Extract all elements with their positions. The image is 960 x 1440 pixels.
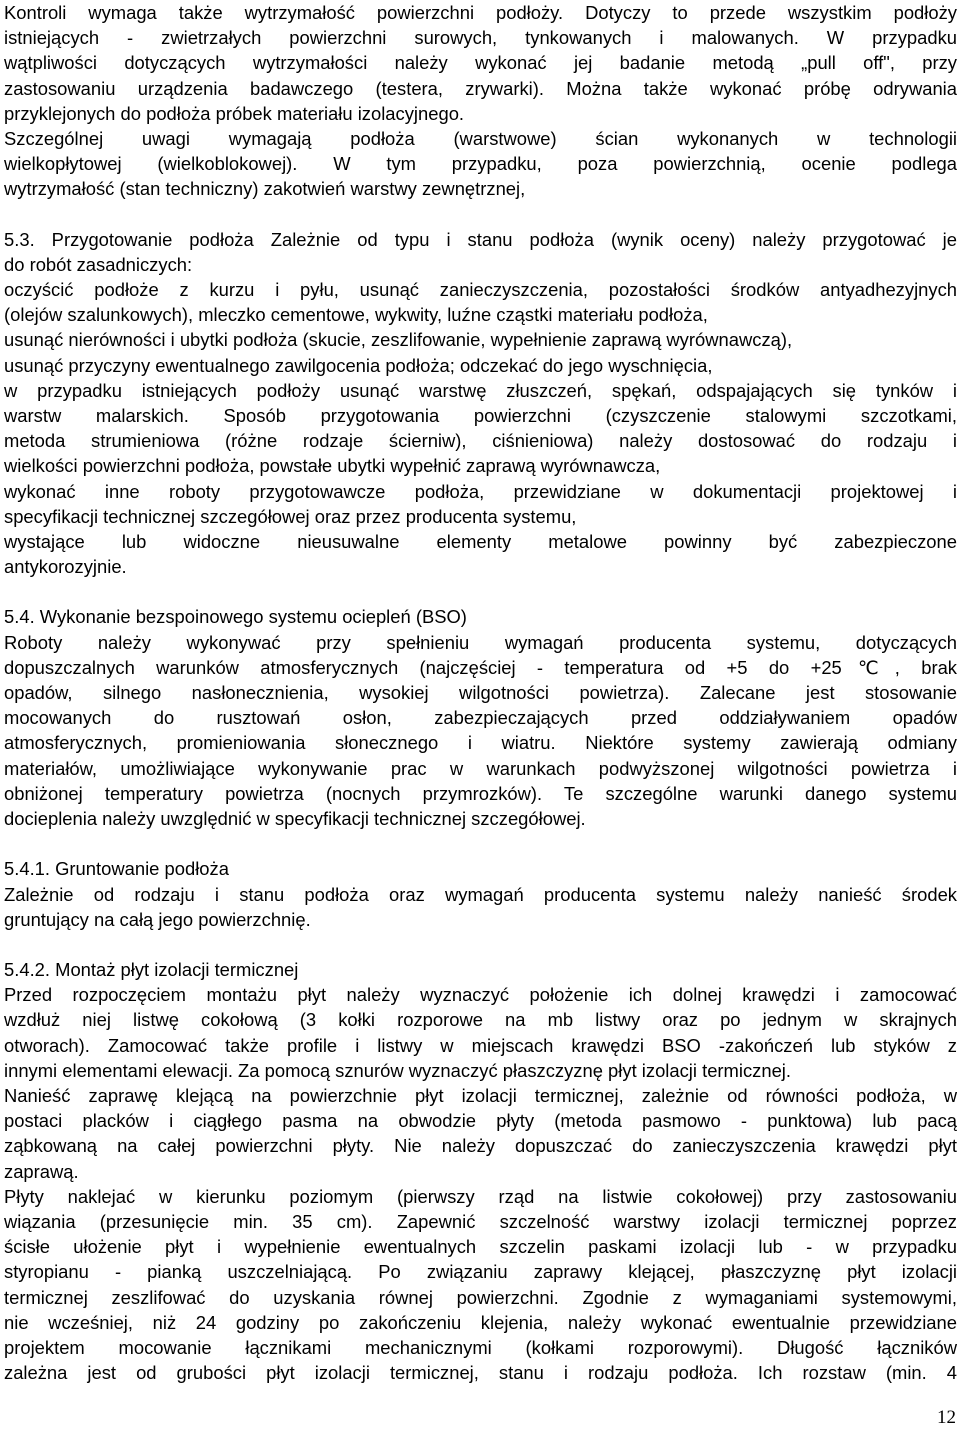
text-line: nie wcześniej, niż 24 godziny po zakończeniu klejenia, należy wykonać ewentualnie przewidziane xyxy=(4,1311,957,1333)
text-line: (olejów szalunkowych), mleczko cementowe, wykwity, luźne cząstki materiału podłoża, xyxy=(4,304,708,326)
text-line: warstw malarskich. Sposób przygotowania powierzchni (czyszczenie stalowymi szczotkami, xyxy=(4,405,957,427)
list-item: oczyścić podłoże z kurzu i pyłu, usunąć zanieczyszczenia, pozostałości środków antyadhezyjnych xyxy=(4,279,957,301)
page-number: 12 xyxy=(937,1407,956,1428)
text-line: obniżonej temperatury powietrza (nocnych przymrozków). Te szczególne warunki danego systemu xyxy=(4,782,957,804)
list-item: wystające lub widoczne nieusuwalne elementy metalowe powinny być zabezpieczone xyxy=(4,531,957,553)
text-line: Kontroli wymaga także wytrzymałość powierzchni podłoży. Dotyczy to przede wszystkim podłoży xyxy=(4,2,957,23)
text-line: wielkopłytowej (wielkoblokowej). W tym przypadku, poza powierzchnią, ocenie podlega xyxy=(4,153,957,175)
list-item: usunąć nierówności i ubytki podłoża (skucie, zeszlifowanie, wypełnienie zaprawą wyrównawczą), xyxy=(4,329,793,351)
section-5-3-substrate-preparation xyxy=(4,227,957,580)
text-line: wielkości powierzchni podłoża, powstałe ubytki wypełnić zaprawą wyrównawcza, xyxy=(4,455,661,477)
text-line: Roboty należy wykonywać przy spełnieniu wymagań producenta systemu, dotyczących xyxy=(4,631,957,653)
text-line: gruntujący na całą jego powierzchnię. xyxy=(4,908,311,930)
paragraph-substrate-strength xyxy=(4,0,957,202)
list-item: usunąć przyczyny ewentualnego zawilgocenia podłoża; odczekać do jego wyschnięcia, xyxy=(4,354,713,376)
text-line: metoda strumieniowa (różne rodzaje ścierniw), ciśnieniowa) należy dostosować do rodzaju i xyxy=(4,430,957,452)
section-5-4-1-priming xyxy=(4,856,957,932)
text-line: do robót zasadniczych: xyxy=(4,253,193,275)
text-line: antykorozyjnie. xyxy=(4,556,127,578)
text-line: dopuszczalnych warunków atmosferycznych (najczęściej - temperatura od +5 do +25℃, brak xyxy=(4,656,957,678)
text-line: wiązania (przesunięcie min. 35 cm). Zapewnić szczelność warstwy izolacji termicznej poprzez xyxy=(4,1210,957,1232)
text-line: Nanieść zaprawę klejącą na powierzchnie płyt izolacji termicznej, zależnie od równości podłoża, w xyxy=(4,1084,957,1106)
text-line: termicznej zeszlifować do uzyskania równej powierzchni. Zgodnie z wymaganiami systemowymi, xyxy=(4,1286,957,1308)
text-line: przyklejonych do podłoża próbek materiału izolacyjnego. xyxy=(4,102,465,124)
text-line: wzdłuż niej listwę cokołową (3 kołki rozporowe na mb listwy oraz po jednym w skrajnych xyxy=(4,1009,957,1031)
text-line: styropianu - pianką uszczelniającą. Po związaniu zaprawy klejącej, płaszczyznę płyt izolacji xyxy=(4,1261,957,1283)
text-line: projektem mocowanie łącznikami mechanicznymi (kołkami rozporowymi). Długość łączników xyxy=(4,1336,957,1358)
text-line: atmosferycznych, promieniowania słonecznego i wiatru. Niektóre systemy zawierają odmiany xyxy=(4,732,957,754)
text-line: postaci placków i ciągłego pasma na obwodzie płyty (metoda pasmowo - punktowa) lub pacą xyxy=(4,1110,957,1132)
text-line: otworach). Zamocować także profile i listwy w miejscach krawędzi BSO -zakończeń lub styków z xyxy=(4,1034,957,1056)
text-line: specyfikacji technicznej szczegółowej oraz przez producenta systemu, xyxy=(4,505,577,527)
document-page xyxy=(4,0,957,1385)
text-line: mocowanych do rusztowań osłon, zabezpieczających przed oddziaływaniem opadów xyxy=(4,707,957,729)
section-heading: 5.4.2. Montaż płyt izolacji termicznej xyxy=(4,958,299,980)
section-heading: 5.4.1. Gruntowanie podłoża xyxy=(4,858,229,880)
text-line: Przed rozpoczęciem montażu płyt należy wyznaczyć położenie ich dolnej krawędzi i zamocować xyxy=(4,984,957,1006)
text-line: zaprawą. xyxy=(4,1160,79,1182)
text-line: Szczególnej uwagi wymagają podłoża (warstwowe) ścian wykonanych w technologii xyxy=(4,128,957,150)
list-item: w przypadku istniejących podłoży usunąć warstwę złuszczeń, spękań, odspajających się tynków i xyxy=(4,379,957,401)
section-heading-line: 5.3. Przygotowanie podłoża Zależnie od typu i stanu podłoża (wynik oceny) należy przygotować je xyxy=(4,228,957,250)
text-line: istniejących - zwietrzałych powierzchni surowych, tynkowanych i malowanych. W przypadku xyxy=(4,27,957,49)
text-line: opadów, silnego nasłonecznienia, wysokiej wilgotności powietrza). Zalecane jest stosowanie xyxy=(4,682,957,704)
text-line: zastosowaniu urządzenia badawczego (testera, zrywarki). Można także wykonać próbę odrywania xyxy=(4,77,957,99)
text-line: zależna jest od grubości płyt izolacji termicznej, stanu i rodzaju podłoża. Ich rozstaw (min. 4 xyxy=(4,1362,957,1384)
section-heading: 5.4. Wykonanie bezspoinowego systemu ociepleń (BSO) xyxy=(4,606,467,628)
text-line: innymi elementami elewacji. Za pomocą sznurów wyznaczyć płaszczyznę płyt izolacji termicznej. xyxy=(4,1059,791,1081)
list-item: wykonać inne roboty przygotowawcze podłoża, przewidziane w dokumentacji projektowej i xyxy=(4,480,957,502)
text-line: wytrzymałość (stan techniczny) zakotwień warstwy zewnętrznej, xyxy=(4,178,526,200)
section-5-4-2-insulation-boards xyxy=(4,957,957,1385)
text-line: Zależnie od rodzaju i stanu podłoża oraz wymagań producenta systemu należy nanieść środek xyxy=(4,883,957,905)
text-line: wątpliwości dotyczących wytrzymałości należy wykonać jej badanie metodą „pull off", przy xyxy=(4,52,957,74)
text-line: ścisłe ułożenie płyt i wypełnienie ewentualnych szczelin paskami izolacji lub - w przypadku xyxy=(4,1236,957,1258)
text-line: materiałów, umożliwiające wykonywanie prac w warunkach podwyższonej wilgotności powietrza i xyxy=(4,757,957,779)
section-5-4-bso-execution xyxy=(4,604,957,831)
text-line: ząbkowaną na całej powierzchni płyty. Nie należy dopuszczać do zanieczyszczenia krawędzi płyt xyxy=(4,1135,957,1157)
text-line: Płyty naklejać w kierunku poziomym (pierwszy rząd na listwie cokołowej) przy zastosowaniu xyxy=(4,1185,957,1207)
text-line: docieplenia należy uwzględnić w specyfikacji technicznej szczegółowej. xyxy=(4,808,586,830)
